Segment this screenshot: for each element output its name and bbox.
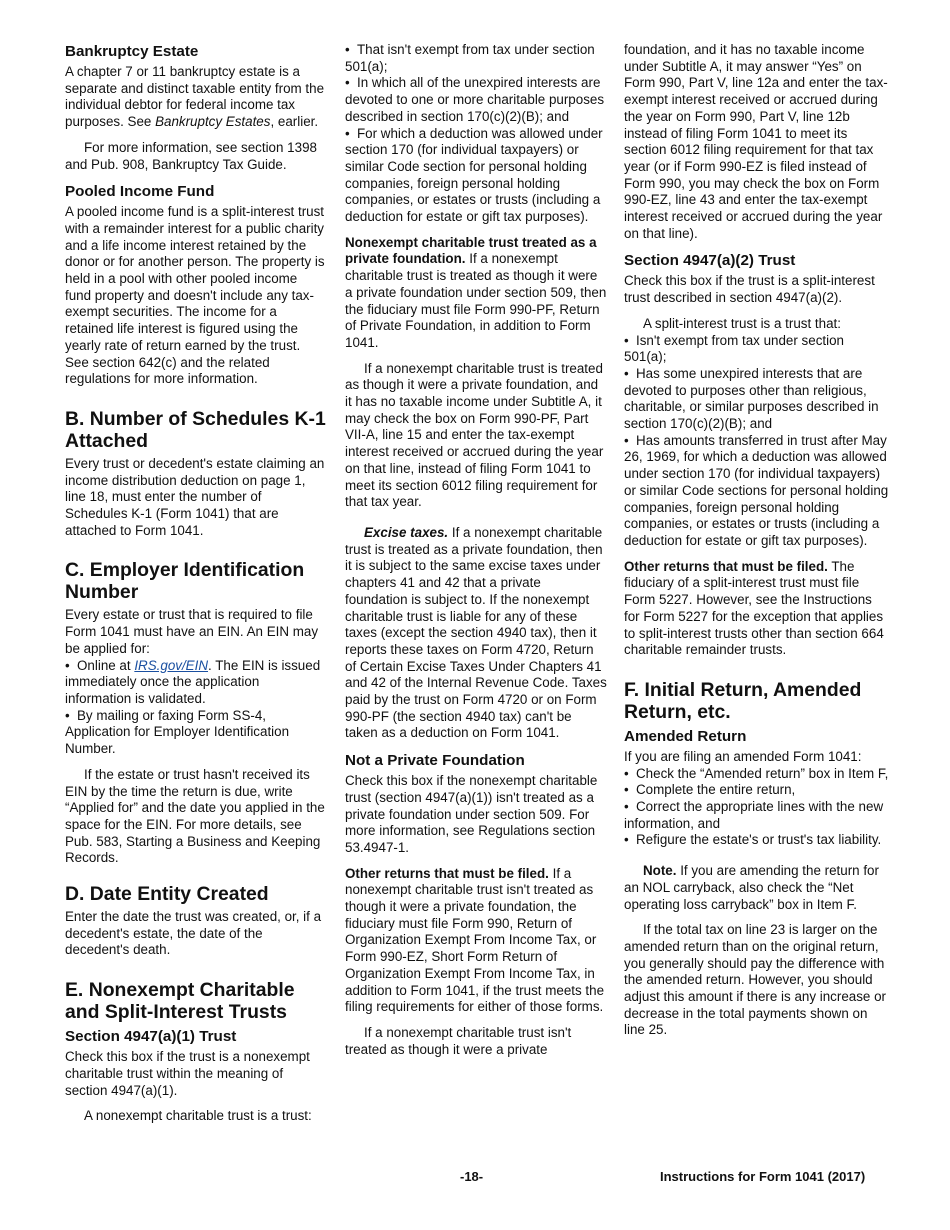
heading-4947a1: Section 4947(a)(1) Trust — [65, 1028, 237, 1046]
heading-amended-return: Amended Return — [624, 727, 747, 745]
run-in-heading: Note. — [643, 863, 677, 879]
paragraph-applied-for: If the estate or trust hasn't received its EIN by the time the return is due, write “Applied for” and the date you applied in the space for the EIN. For more details, see Pub. 583, Starting a Business and Keeping Records. — [65, 766, 325, 866]
text-span: Correct the appropriate lines with the new information, and — [624, 799, 884, 831]
text-span: The fiduciary of a split-interest trust must file Form 5227. However, see the Instructions for Form 5227 for the exception that applies to split-interest trusts other than section 664 charitable remainder trusts. — [624, 558, 884, 658]
paragraph-section-c: Every estate or trust that is required to file Form 1041 must have an EIN. An EIN may be applied for: — [65, 607, 319, 656]
bullet-check-amended-box — [624, 766, 890, 783]
text-span: . The EIN is issued immediately once the application information is validated. — [65, 657, 321, 706]
bullet-icon: • — [65, 707, 70, 723]
text-span: Online at — [77, 657, 135, 673]
paragraph-other-returns-2: If a nonexempt charitable trust isn't treated as though it were a private — [345, 1024, 572, 1057]
bullet-icon: • — [624, 432, 629, 448]
paragraph-4947a1: Check this box if the trust is a nonexempt charitable trust within the meaning of section 4947(a)(1). — [65, 1049, 310, 1098]
heading-section-e: E. Nonexempt Charitable and Split-Interest Trusts — [65, 979, 295, 1024]
text-span: A chapter 7 or 11 bankruptcy estate is a separate and distinct taxable entity from the individual debtor for federal income tax purposes. See — [65, 64, 325, 130]
paragraph-bankruptcy-estate — [65, 64, 327, 131]
paragraph-treated-as-pf-2: If a nonexempt charitable trust is treated as though it were a private foundation, and it has no taxable income under Subtitle A, it may check the box on Form 990-PF, Part VII-A, line 15 and enter the tax-exempt interest received or accrued during the year on that line, instead of filing Form 1041 to meet its section 6012 filing requirement for that tax year. — [345, 360, 604, 510]
paragraph-4947a1-trust: A nonexempt charitable trust is a trust: — [84, 1108, 312, 1124]
bullet-unexpired-interests — [624, 366, 890, 433]
text-span: By mailing or faxing Form SS-4, Application for Employer Identification Number. — [65, 707, 290, 757]
heading-not-private-foundation: Not a Private Foundation — [345, 752, 525, 770]
text-span: If a nonexempt charitable trust is treated as though it were a private foundation under section 509, then the fiduciary must file Form 990-PF, Return of Private Foundation, in addition to Form 1041. — [345, 251, 607, 350]
heading-section-f: F. Initial Return, Amended Return, etc. — [624, 678, 862, 723]
bullet-not-exempt — [345, 42, 607, 75]
text-span: If a nonexempt charitable trust is treated as a private foundation, then it is subject to the same excise taxes under chapters 41 and 42 that a private foundation is subject to. If the nonexempt charitable trust is liable for any of these taxes (except the section 4940 tax), then it reports these taxes on Form 4720, Return of Certain Excise Taxes Under Chapters 41 and 42 of the Internal Revenue Code. Taxes paid by the trust on Form 4720 or on Form 990-PF (the section 4940 tax) can't be taken as a deduction on Form 1041. — [345, 524, 607, 741]
text-span: Refigure the estate's or trust's tax liability. — [636, 832, 882, 848]
text-span: Isn't exempt from tax under section 501(a); — [624, 332, 844, 365]
bullet-icon: • — [65, 657, 70, 673]
paragraph-note — [624, 863, 890, 913]
irs-ein-link[interactable]: IRS.gov/EIN — [134, 657, 209, 673]
bullet-deduction-allowed — [345, 126, 607, 226]
column-3 — [624, 42, 890, 1048]
bullet-mail — [65, 708, 327, 758]
run-in-heading: Nonexempt charitable trust treated as a private foundation. — [345, 234, 597, 267]
bullet-icon: • — [624, 365, 629, 381]
bullet-icon: • — [624, 782, 629, 798]
text-span: Has some unexpired interests that are devoted to purposes other than religious, charitable, or similar purposes described in section 170(c)(2)(B); and — [624, 365, 879, 432]
text-span: Check the “Amended return” box in Item F, — [636, 765, 889, 781]
run-in-heading: Excise taxes. — [364, 524, 449, 540]
paragraph-treated-as-pf — [345, 235, 607, 352]
bullet-icon: • — [624, 332, 629, 348]
heading-bankruptcy-estate: Bankruptcy Estate — [65, 43, 199, 60]
page-number: -18- — [460, 1169, 484, 1184]
document-title: Instructions for Form 1041 (2017) — [660, 1169, 866, 1184]
bullet-icon: • — [345, 75, 350, 91]
heading-4947a2: Section 4947(a)(2) Trust — [624, 252, 796, 270]
paragraph-other-returns — [624, 559, 890, 659]
bullet-icon: • — [345, 42, 350, 57]
bullet-correct-lines — [624, 799, 890, 832]
text-span: If a nonexempt charitable trust isn't treated as though it were a private foundation, the fiduciary must file Form 990, Return of Organization Exempt From Income Tax, or Form 990-EZ, Short Form Return of Organization Exempt From Income Tax, in addition to Form 1041, if the trust meets the filing requirements for either of those forms. — [345, 865, 605, 1015]
run-in-heading: Other returns that must be filed. — [624, 558, 828, 574]
text-span: If you are amending the return for an NOL carryback, also check the “Net operating loss carryback” box in Item F. — [624, 863, 879, 912]
paragraph-section-d: Enter the date the trust was created, or, if a decedent's estate, the date of the decedent's death. — [65, 909, 322, 958]
paragraph-other-returns — [345, 866, 607, 1016]
run-in-heading: Other returns that must be filed. — [345, 865, 549, 881]
text-span: Has amounts transferred in trust after May 26, 1969, for which a deduction was allowed under section 170 (for individual taxpayers) or similar Code sections for personal holding companies, foreign personal holding companies, or estates or trusts (including a deduction for estate or gift tax purposes). — [624, 432, 889, 548]
paragraph-amended-return: If you are filing an amended Form 1041: — [624, 748, 862, 764]
paragraph-total-tax: If the total tax on line 23 is larger on the amended return than on the original return, you generally should pay the difference with the amended return. However, you should adjust this amount if there is any increase or decrease in the total payments shown on line 25. — [624, 922, 886, 1038]
text-span: That isn't exempt from tax under section 501(a); — [345, 42, 595, 74]
paragraph-split-interest: A split-interest trust is a trust that: — [643, 315, 841, 331]
paragraph-excise-taxes — [345, 525, 607, 742]
heading-section-b: B. Number of Schedules K-1 Attached — [65, 407, 326, 452]
heading-pooled-income-fund: Pooled Income Fund — [65, 183, 215, 201]
italic-reference: Bankruptcy Estates — [155, 114, 271, 130]
paragraph-pooled-income-fund: A pooled income fund is a split-interest trust with a remainder interest for a public charity and a life income interest retained by the donor or for another person. The property is held in a pool with other pooled income fund property and doesn't include any tax-exempt securities. The income for a retained life interest is figured using the yearly rate of return earned by the trust. See section 642(c) and the related regulations for more information. — [65, 204, 325, 387]
bullet-icon: • — [624, 765, 629, 781]
paragraph-section-b: Every trust or decedent's estate claiming an income distribution deduction on page 1, line 18, must enter the number of Schedules K-1 (Form 1041) that are attached to Form 1041. — [65, 455, 325, 538]
column-1 — [65, 42, 327, 1134]
paragraph-more-info: For more information, see section 1398 and Pub. 908, Bankruptcy Tax Guide. — [65, 139, 317, 172]
bullet-amounts-transferred — [624, 433, 890, 550]
column-2 — [345, 42, 607, 1067]
bullet-complete-return — [624, 782, 890, 799]
bullet-icon: • — [345, 125, 350, 141]
text-span: Complete the entire return, — [636, 782, 796, 798]
bullet-icon: • — [624, 799, 629, 815]
paragraph-not-private-foundation: Check this box if the nonexempt charitable trust (section 4947(a)(1)) isn't treated as a private foundation under section 509. For more information, see Regulations section 53.4947-1. — [345, 773, 598, 855]
bullet-icon: • — [624, 832, 629, 848]
bullet-unexpired-interests — [345, 75, 607, 125]
heading-section-c: C. Employer Identification Number — [65, 559, 305, 604]
bullet-refigure-tax — [624, 832, 890, 849]
paragraph-continued: foundation, and it has no taxable income under Subtitle A, it may answer “Yes” on Form 990, Part V, line 12a and enter the tax-exempt interest received or accrued during the year on Form 990, Part V, line 12b instead of filing Form 1041 to meet its section 6012 filing requirement for that tax year (or if Form 990-EZ is filed instead of Form 990, you may check the box on Form 990-EZ, line 43 and enter the tax-exempt interest received or accrued during the year on that line). — [624, 42, 888, 241]
bullet-not-exempt — [624, 333, 890, 366]
heading-section-d: D. Date Entity Created — [65, 883, 269, 906]
text-span: , earlier. — [270, 114, 319, 130]
text-span: In which all of the unexpired interests are devoted to one or more charitable purposes described in section 170(c)(2)(B); and — [345, 75, 605, 124]
bullet-online — [65, 658, 327, 708]
text-span: For which a deduction was allowed under section 170 (for individual taxpayers) or similar Code section for personal holding companies, foreign personal holding companies, or estates or trusts (including a deduction for estate or gift tax purposes). — [345, 125, 603, 225]
paragraph-4947a2: Check this box if the trust is a split-interest trust described in section 4947(a)(2). — [624, 273, 875, 306]
